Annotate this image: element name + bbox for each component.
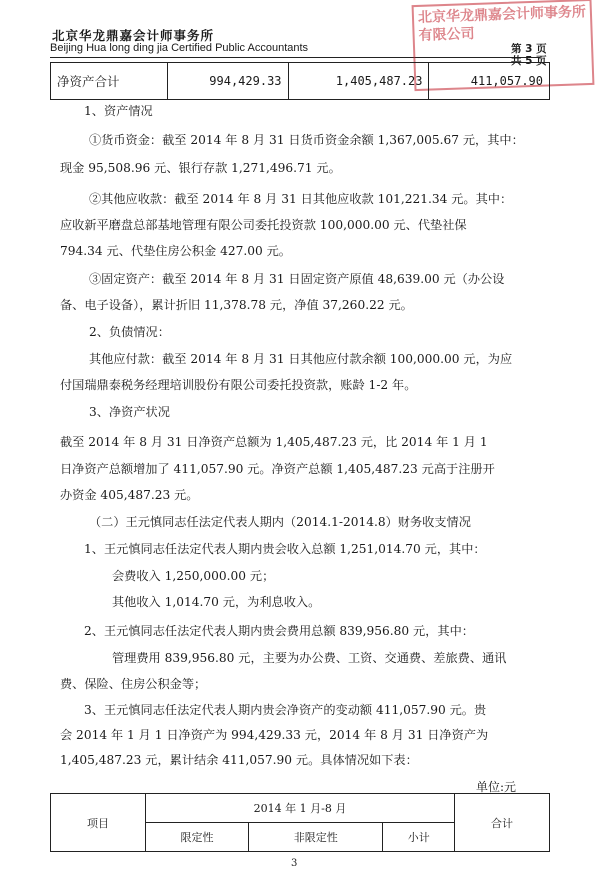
body-line: 办资金 405,487.23 元。 bbox=[60, 488, 199, 502]
page-total: 共 5 页 bbox=[511, 55, 547, 67]
body-line: ②其他应收款：截至 2014 年 8 月 31 日其他应收款 101,221.34 元。其中： bbox=[89, 192, 513, 206]
body-line: 现金 95,508.96 元、银行存款 1,271,496.71 元。 bbox=[60, 161, 341, 175]
page-current: 第 3 页 bbox=[511, 43, 547, 55]
net-assets-label: 净资产合计 bbox=[51, 63, 168, 100]
body-line: 会费收入 1,250,000.00 元； bbox=[112, 569, 275, 583]
net-assets-change: 411,057.90 bbox=[429, 63, 550, 100]
unit-label: 单位:元 bbox=[476, 780, 517, 794]
body-line: ①货币资金：截至 2014 年 8 月 31 日货币资金余额 1,367,005.67 元，其中： bbox=[89, 133, 524, 147]
column-header-item: 项目 bbox=[51, 794, 146, 852]
body-line: 794.34 元、代垫住房公积金 427.00 元。 bbox=[60, 244, 291, 258]
column-header-period: 2014 年 1 月-8 月 bbox=[146, 794, 455, 823]
column-header-unrestricted: 非限定性 bbox=[249, 823, 383, 852]
net-assets-start: 994,429.33 bbox=[168, 63, 289, 100]
body-line: 1,405,487.23 元，累计结余 411,057.90 元。具体情况如下表： bbox=[60, 753, 418, 767]
column-header-total: 合计 bbox=[455, 794, 550, 852]
body-line: 3、王元慎同志任法定代表人期内贵会净资产的变动额 411,057.90 元。贵 bbox=[84, 703, 487, 717]
body-line: 应收新平磨盘总部基地管理有限公司委托投资款 100,000.00 元、代垫社保 bbox=[60, 218, 467, 232]
column-header-restricted: 限定性 bbox=[146, 823, 249, 852]
footer-page-number: 3 bbox=[291, 858, 298, 869]
firm-name-en: Beijing Hua long ding jia Certified Public Accountants bbox=[50, 42, 309, 54]
body-line: 会 2014 年 1 月 1 日净资产为 994,429.33 元，2014 年 8 月 31 日净资产为 bbox=[60, 728, 489, 742]
body-line: 1、王元慎同志任法定代表人期内贵会收入总额 1,251,014.70 元，其中： bbox=[84, 542, 486, 556]
section-assets-heading: 1、资产情况 bbox=[84, 104, 153, 118]
body-line: 付国瑞鼎泰税务经理培训股份有限公司委托投资款，账龄 1-2 年。 bbox=[60, 378, 417, 392]
section-income-expense-heading: （二）王元慎同志任法定代表人期内（2014.1-2014.8）财务收支情况 bbox=[89, 515, 471, 529]
body-line: ③固定资产：截至 2014 年 8 月 31 日固定资产原值 48,639.00 元（办公设 bbox=[89, 272, 505, 286]
body-line: 2、王元慎同志任法定代表人期内贵会费用总额 839,956.80 元，其中： bbox=[84, 624, 474, 638]
section-liabilities-heading: 2、负债情况： bbox=[89, 325, 170, 339]
table-header-row bbox=[51, 794, 550, 823]
body-line: 备、电子设备），累计折旧 11,378.78 元，净值 37,260.22 元。 bbox=[60, 298, 413, 312]
table-row bbox=[51, 63, 550, 100]
column-header-subtotal: 小计 bbox=[383, 823, 455, 852]
body-line: 其他收入 1,014.70 元，为利息收入。 bbox=[112, 595, 321, 609]
body-line: 管理费用 839,956.80 元，主要为办公费、工资、交通费、差旅费、通讯 bbox=[112, 651, 507, 665]
company-seal: 北京华龙鼎嘉会计师事务所有限公司 bbox=[412, 0, 595, 91]
body-line: 其他应付款：截至 2014 年 8 月 31 日其他应付款余额 100,000.00 元，为应 bbox=[89, 352, 513, 366]
body-line: 日净资产总额增加了 411,057.90 元。净资产总额 1,405,487.23 元高于注册开 bbox=[60, 462, 495, 476]
net-assets-table bbox=[50, 62, 550, 100]
firm-name-cn: 北京华龙鼎嘉会计师事务所 bbox=[52, 28, 215, 43]
income-expense-table bbox=[50, 793, 550, 852]
body-line: 截至 2014 年 8 月 31 日净资产总额为 1,405,487.23 元，比 2014 年 1 月 1 bbox=[60, 435, 488, 449]
net-assets-end: 1,405,487.23 bbox=[288, 63, 429, 100]
section-net-assets-heading: 3、净资产状况 bbox=[89, 405, 170, 419]
body-line: 费、保险、住房公积金等； bbox=[60, 677, 207, 691]
